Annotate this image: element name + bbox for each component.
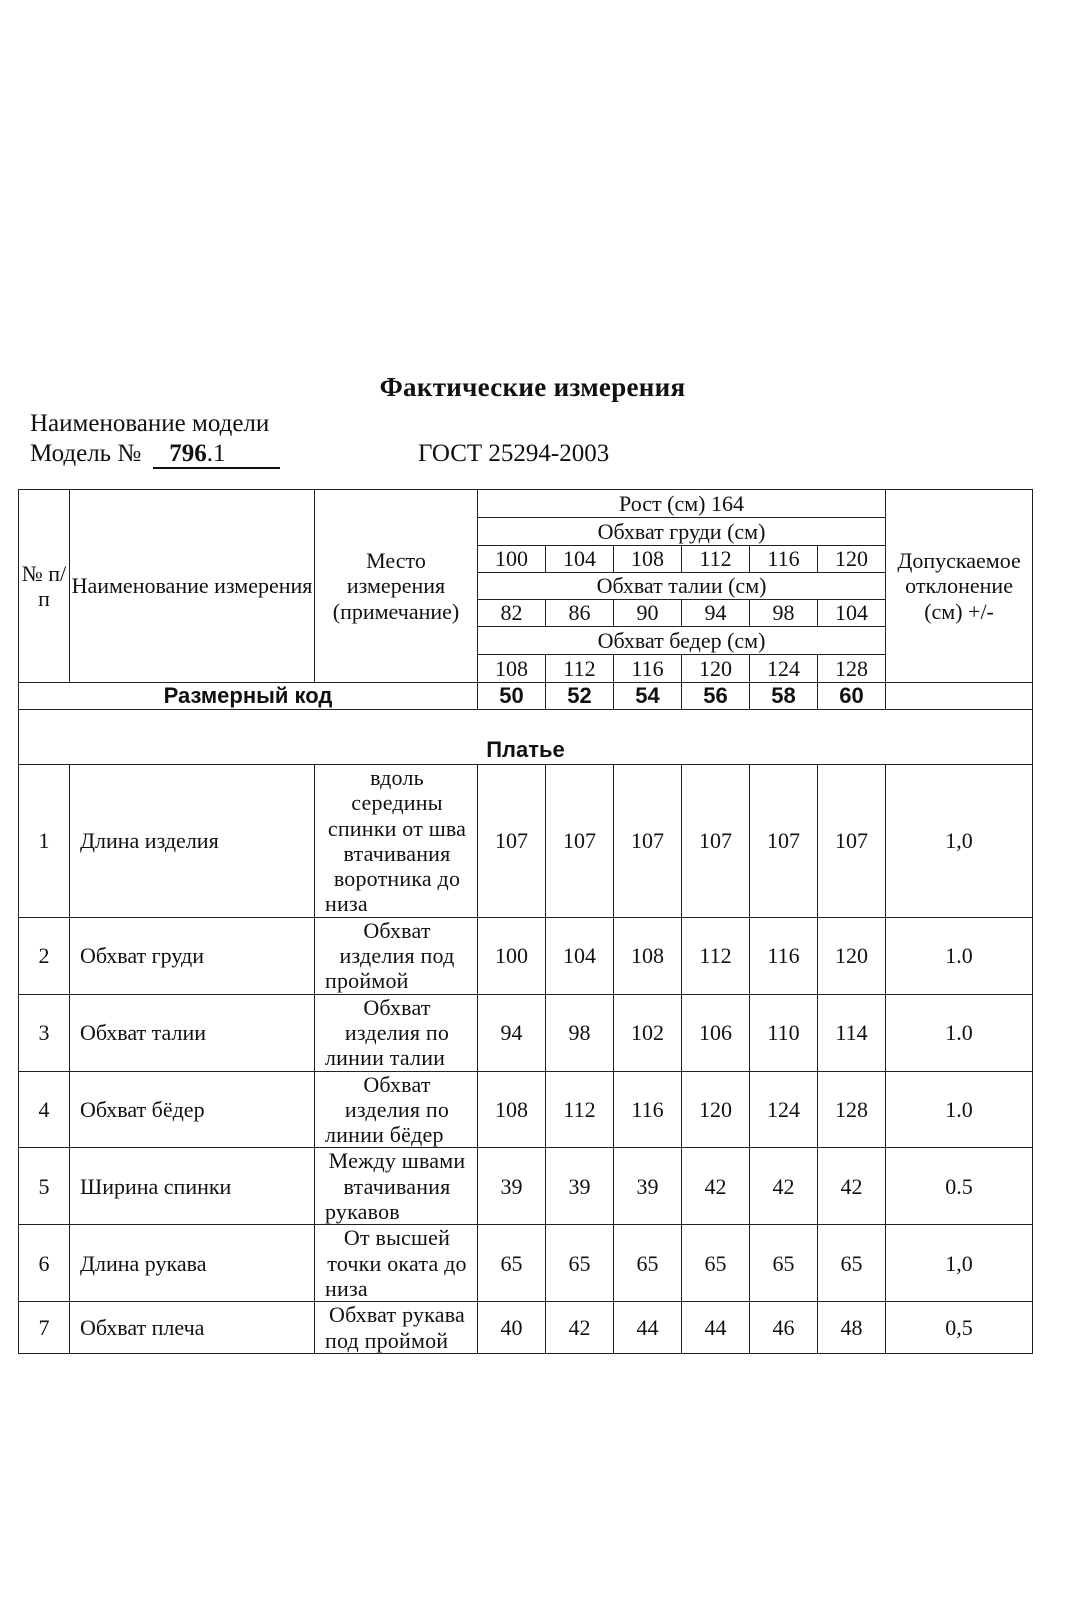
section-title: Платье bbox=[19, 710, 1033, 765]
row-name: Длина изделия bbox=[70, 765, 315, 918]
header-tolerance: Допускаемое отклонение (см) +/- bbox=[886, 490, 1033, 683]
row-value: 65 bbox=[818, 1225, 886, 1302]
size-code-value: 60 bbox=[818, 683, 886, 710]
row-value: 100 bbox=[478, 917, 546, 994]
row-value: 46 bbox=[750, 1302, 818, 1354]
row-value: 39 bbox=[614, 1148, 682, 1225]
size-code-value: 54 bbox=[614, 683, 682, 710]
header-height: Рост (см) 164 bbox=[478, 490, 886, 518]
hips-value: 116 bbox=[614, 655, 682, 683]
row-value: 65 bbox=[614, 1225, 682, 1302]
chest-value: 108 bbox=[614, 546, 682, 573]
size-code-value: 52 bbox=[546, 683, 614, 710]
chest-value: 100 bbox=[478, 546, 546, 573]
row-value: 40 bbox=[478, 1302, 546, 1354]
header-measurement-name: Наименование измерения bbox=[70, 490, 315, 683]
row-value: 65 bbox=[478, 1225, 546, 1302]
row-value: 65 bbox=[682, 1225, 750, 1302]
table-row bbox=[19, 994, 1033, 1071]
table-row bbox=[19, 1302, 1033, 1354]
row-value: 112 bbox=[546, 1071, 614, 1148]
row-value: 44 bbox=[682, 1302, 750, 1354]
size-code-value: 50 bbox=[478, 683, 546, 710]
hips-value: 128 bbox=[818, 655, 886, 683]
row-place: От высшей точки оката до низа bbox=[315, 1225, 478, 1302]
row-value: 44 bbox=[614, 1302, 682, 1354]
table-row bbox=[19, 917, 1033, 994]
table-row bbox=[19, 1071, 1033, 1148]
size-code-empty bbox=[886, 683, 1033, 710]
row-name: Длина рукава bbox=[70, 1225, 315, 1302]
row-place: Обхват изделия по линии бёдер bbox=[315, 1071, 478, 1148]
chest-value: 112 bbox=[682, 546, 750, 573]
row-value: 120 bbox=[818, 917, 886, 994]
model-name-label: Наименование модели bbox=[30, 410, 270, 437]
table-row bbox=[19, 765, 1033, 918]
row-value: 124 bbox=[750, 1071, 818, 1148]
row-value: 39 bbox=[478, 1148, 546, 1225]
row-tolerance: 1.0 bbox=[886, 994, 1033, 1071]
waist-value: 90 bbox=[614, 600, 682, 627]
measurement-table bbox=[18, 489, 1033, 1354]
row-name: Ширина спинки bbox=[70, 1148, 315, 1225]
row-place: Обхват изделия под проймой bbox=[315, 917, 478, 994]
row-value: 42 bbox=[682, 1148, 750, 1225]
row-number: 2 bbox=[19, 917, 70, 994]
row-value: 65 bbox=[750, 1225, 818, 1302]
row-number: 7 bbox=[19, 1302, 70, 1354]
row-value: 107 bbox=[750, 765, 818, 918]
measurement-rows bbox=[19, 765, 1033, 1354]
row-value: 128 bbox=[818, 1071, 886, 1148]
row-value: 65 bbox=[546, 1225, 614, 1302]
row-place: Обхват изделия по линии талии bbox=[315, 994, 478, 1071]
row-number: 5 bbox=[19, 1148, 70, 1225]
waist-value: 98 bbox=[750, 600, 818, 627]
size-code-row bbox=[19, 683, 1033, 710]
row-value: 48 bbox=[818, 1302, 886, 1354]
waist-value: 104 bbox=[818, 600, 886, 627]
hips-value: 120 bbox=[682, 655, 750, 683]
waist-value: 86 bbox=[546, 600, 614, 627]
row-value: 42 bbox=[750, 1148, 818, 1225]
gost-standard: ГОСТ 25294-2003 bbox=[418, 440, 610, 467]
row-name: Обхват груди bbox=[70, 917, 315, 994]
header-waist-label: Обхват талии (см) bbox=[478, 573, 886, 600]
size-code-value: 58 bbox=[750, 683, 818, 710]
row-value: 42 bbox=[818, 1148, 886, 1225]
row-value: 107 bbox=[546, 765, 614, 918]
header-chest-label: Обхват груди (см) bbox=[478, 518, 886, 546]
hips-value: 108 bbox=[478, 655, 546, 683]
row-value: 104 bbox=[546, 917, 614, 994]
row-value: 106 bbox=[682, 994, 750, 1071]
row-value: 107 bbox=[614, 765, 682, 918]
row-value: 42 bbox=[546, 1302, 614, 1354]
table-row bbox=[19, 1225, 1033, 1302]
chest-value: 120 bbox=[818, 546, 886, 573]
chest-value: 104 bbox=[546, 546, 614, 573]
row-value: 116 bbox=[750, 917, 818, 994]
table-row bbox=[19, 1148, 1033, 1225]
row-tolerance: 1.0 bbox=[886, 917, 1033, 994]
model-number-label: Модель № bbox=[30, 440, 142, 467]
chest-value: 116 bbox=[750, 546, 818, 573]
row-place: Между швами втачивания рукавов bbox=[315, 1148, 478, 1225]
row-value: 110 bbox=[750, 994, 818, 1071]
row-value: 107 bbox=[682, 765, 750, 918]
hips-value: 112 bbox=[546, 655, 614, 683]
row-value: 112 bbox=[682, 917, 750, 994]
row-name: Обхват талии bbox=[70, 994, 315, 1071]
row-value: 120 bbox=[682, 1071, 750, 1148]
row-value: 108 bbox=[478, 1071, 546, 1148]
header-measurement-place: Место измерения (примечание) bbox=[315, 490, 478, 683]
header-hips-label: Обхват бедер (см) bbox=[478, 627, 886, 655]
row-value: 108 bbox=[614, 917, 682, 994]
row-value: 98 bbox=[546, 994, 614, 1071]
row-value: 107 bbox=[818, 765, 886, 918]
row-number: 4 bbox=[19, 1071, 70, 1148]
row-tolerance: 1.0 bbox=[886, 1071, 1033, 1148]
waist-value: 94 bbox=[682, 600, 750, 627]
row-value: 39 bbox=[546, 1148, 614, 1225]
header-number: № п/ п bbox=[19, 490, 70, 683]
row-value: 102 bbox=[614, 994, 682, 1071]
hips-value: 124 bbox=[750, 655, 818, 683]
row-value: 114 bbox=[818, 994, 886, 1071]
row-tolerance: 0.5 bbox=[886, 1148, 1033, 1225]
model-number-value: 796.1 bbox=[153, 441, 280, 469]
row-place: Обхват рукава под проймой bbox=[315, 1302, 478, 1354]
row-value: 116 bbox=[614, 1071, 682, 1148]
row-number: 6 bbox=[19, 1225, 70, 1302]
row-name: Обхват плеча bbox=[70, 1302, 315, 1354]
row-number: 3 bbox=[19, 994, 70, 1071]
row-tolerance: 1,0 bbox=[886, 765, 1033, 918]
page-title: Фактические измерения bbox=[379, 372, 686, 402]
row-value: 107 bbox=[478, 765, 546, 918]
row-number: 1 bbox=[19, 765, 70, 918]
row-place: вдоль середины спинки от шва втачивания воротника до низа bbox=[315, 765, 478, 918]
size-code-label: Размерный код bbox=[19, 683, 478, 710]
model-number-line bbox=[30, 440, 280, 469]
row-tolerance: 0,5 bbox=[886, 1302, 1033, 1354]
row-value: 94 bbox=[478, 994, 546, 1071]
waist-value: 82 bbox=[478, 600, 546, 627]
row-tolerance: 1,0 bbox=[886, 1225, 1033, 1302]
size-code-value: 56 bbox=[682, 683, 750, 710]
row-name: Обхват бёдер bbox=[70, 1071, 315, 1148]
